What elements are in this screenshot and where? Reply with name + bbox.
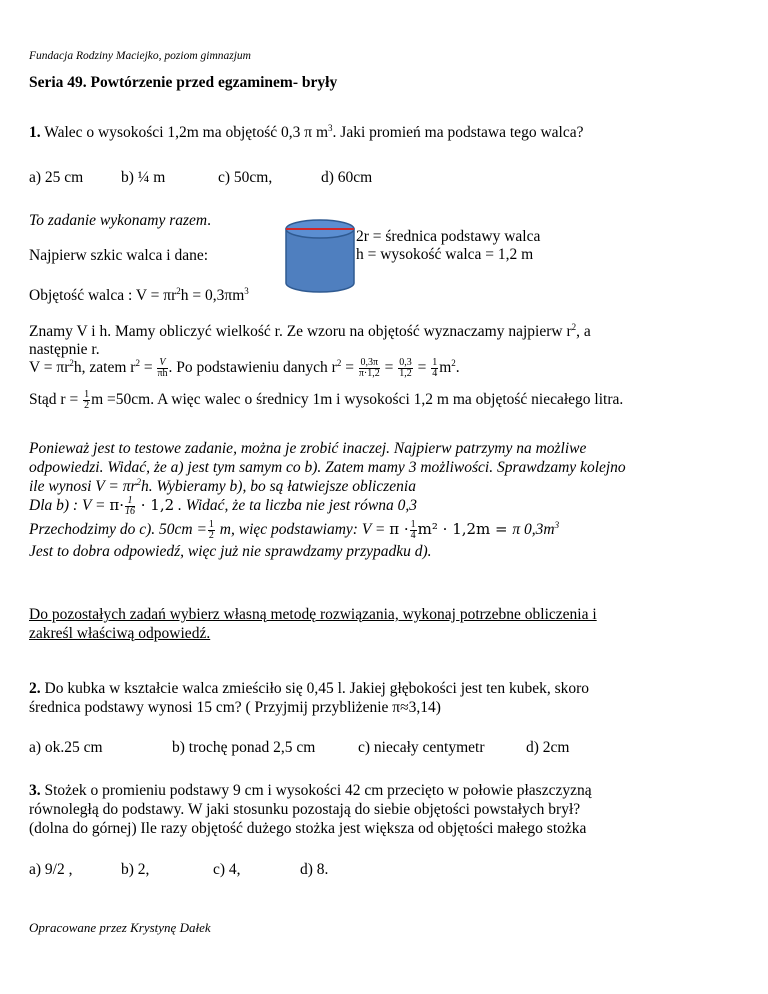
q3-line-3: (dolna do górnej) Ile razy objętość dużego stożka jest większa od objętości małego stożka xyxy=(29,820,587,837)
alt-line-2: odpowiedzi. Widać, że a) jest tym samym co b). Zatem mamy 3 możliwości. Sprawdzamy kolejno xyxy=(29,459,626,476)
q3-number: 3. xyxy=(29,782,41,799)
q1-answer-a: a) 25 cm xyxy=(29,169,84,186)
fraction-substituted: $\frac{0,3\pi}{\pi\cdot 1,2}$ xyxy=(358,357,380,379)
fraction-v-over-pih: $\frac{V}{\pi h}$ xyxy=(157,357,168,379)
q3-answer-c: c) 4, xyxy=(213,861,241,878)
instruction-line-1: Do pozostałych zadań wybierz własną metodę rozwiązania, wykonaj potrzebne obliczenia i xyxy=(29,606,597,623)
instruction-line-2: zakreśl właściwą odpowiedź. xyxy=(29,625,211,642)
alt-line-6: Jest to dobra odpowiedź, więc już nie sprawdzamy przypadku d). xyxy=(29,543,432,560)
document-footer: Opracowane przez Krystynę Dałek xyxy=(29,920,211,935)
document-header: Fundacja Rodziny Maciejko, poziom gimnazjum xyxy=(29,50,251,62)
q3-line-2: równoległą do podstawy. W jaki stosunku pozostają do siebie objętości powstałych brył? xyxy=(29,801,581,818)
known-values-line: Znamy V i h. Mamy obliczyć wielkość r. Ze wzoru na objętość wyznaczamy najpierw $r^2$, a xyxy=(29,322,591,340)
alt-line-1: Ponieważ jest to testowe zadanie, można je zrobić inaczej. Najpierw patrzymy na możliwe xyxy=(29,440,587,457)
fraction-quarter-m: $\frac{1}{4}$ xyxy=(410,519,416,541)
volume-formula: Objętość walca : $V = \pi r^2h = 0,3\pi m^3$ xyxy=(29,286,249,304)
together-note: To zadanie wykonamy razem. xyxy=(29,212,211,229)
q2-answer-b: b) trochę ponad 2,5 cm xyxy=(172,739,316,756)
conclusion-line: Stąd r = $\frac{1}{2}$ m =50cm. A więc walec o średnicy 1m i wysokości 1,2 m ma objętość niecałego litra. xyxy=(29,389,624,411)
q1-text: 1. Walec o wysokości 1,2m ma objętość 0,3 π $m^3$. Jaki promień ma podstawa tego walca? xyxy=(29,123,584,141)
q2-line-1: 2. Do kubka w kształcie walca zmieściło się 0,45 l. Jakiej głębokości jest ten kubek, skoro xyxy=(29,680,590,697)
q3-answer-d: d) 8. xyxy=(300,861,329,878)
fraction-simplified: $\frac{0,3}{1,2}$ xyxy=(399,357,412,379)
q3-line-1: 3. Stożek o promieniu podstawy 9 cm i wysokości 42 cm przecięto w połowie płaszczyzną xyxy=(29,782,592,799)
next-line: następnie r. xyxy=(29,341,100,358)
definition-r: 2r = średnica podstawy walca xyxy=(356,228,541,245)
q2-answer-a: a) ok.25 cm xyxy=(29,739,103,756)
definition-h: h = wysokość walca = 1,2 m xyxy=(356,246,534,263)
q2-number: 2. xyxy=(29,680,41,697)
q2-line-2: średnica podstawy wynosi 15 cm? ( Przyjmij przybliżenie π≈3,14) xyxy=(29,699,441,716)
q3-answer-a: a) 9/2 , xyxy=(29,861,73,878)
alt-line-4: Dla b) : V = π· $\frac{1}{16}$ · 1,2 . Widać, że ta liczba nie jest równa 0,3 xyxy=(29,495,417,517)
q2-answer-c: c) niecały centymetr xyxy=(358,739,485,756)
alt-line-5: Przechodzimy do c). 50cm = $\frac{1}{2}$ m, więc podstawiamy: V = π · $\frac{1}{4}$ m² · 1,2m = π $0,3m^3$ xyxy=(29,519,560,541)
derivation-line: $V = \pi r^2h$, zatem $r^2$ = $\frac{V}{\pi h}$ . Po podstawieniu danych $r^2$ = $\frac{0,3\pi}{\pi\cdot 1,2}$ = $\frac{0,3}{1,2}$ = $\frac{1}{4}$ $m^2$. xyxy=(29,357,460,379)
cylinder-sketch xyxy=(284,217,356,295)
q1-answer-b: b) ¼ m xyxy=(121,169,166,186)
q1-number: 1. xyxy=(29,124,41,141)
page-title: Seria 49. Powtórzenie przed egzaminem- bryły xyxy=(29,74,338,91)
fraction-half: $\frac{1}{2}$ xyxy=(84,389,90,411)
alt-line-3: ile wynosi $V = \pi r^2h$. Wybieramy b), bo są łatwiejsze obliczenia xyxy=(29,477,416,495)
fraction-one-sixteenth: $\frac{1}{16}$ xyxy=(125,495,135,517)
q3-answer-b: b) 2, xyxy=(121,861,150,878)
fraction-half-m: $\frac{1}{2}$ xyxy=(208,519,214,541)
q1-answer-d: d) 60cm xyxy=(321,169,373,186)
q1-answer-c: c) 50cm, xyxy=(218,169,273,186)
sketch-label: Najpierw szkic walca i dane: xyxy=(29,247,209,264)
fraction-quarter: $\frac{1}{4}$ xyxy=(432,357,438,379)
q2-answer-d: d) 2cm xyxy=(526,739,570,756)
